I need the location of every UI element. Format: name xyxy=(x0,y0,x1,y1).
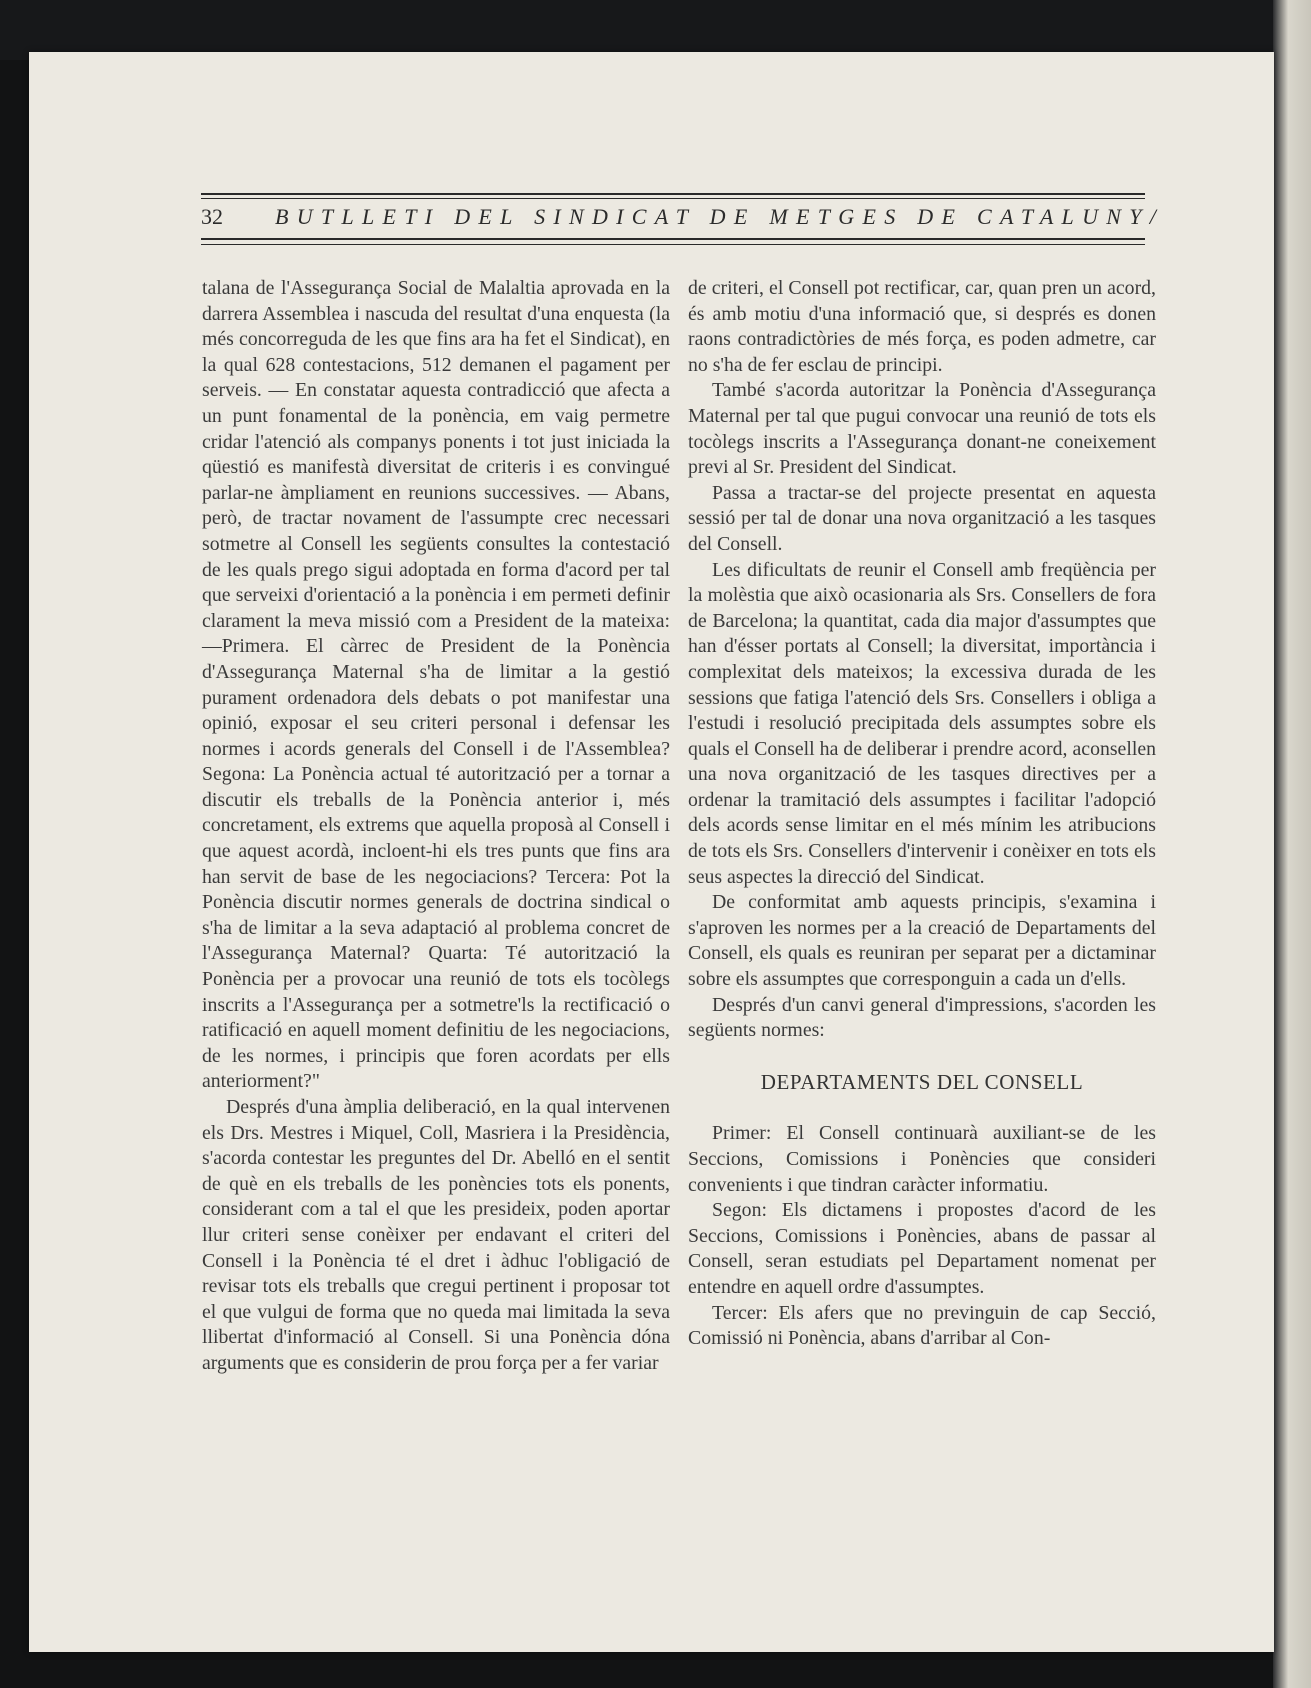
paragraph: Passa a tractar-se del projecte presentat en aquesta sessió per tal de donar una nova organització a les tasques del Consell. xyxy=(688,481,1156,555)
right-column xyxy=(688,276,1156,1352)
paragraph: Després d'una àmplia deliberació, en la qual intervenen els Drs. Mestres i Miquel, Coll, Masriera i la Presidència, s'acorda contestar les preguntes del Dr. Abelló en el sentit de què en els treballs de les ponències tots els ponents, considerant com a tal el que les presideix, poden aportar llur criteri sense conèixer per endavant el criteri del Consell i la Ponència té el dret i àdhuc l'obligació de revisar tots els treballs que cregui pertinent i proposar tot el que vulgui de forma que no queda mai limitada la seva llibertat d'informació al Consell. Si una Ponència dóna arguments que es considerin de prou força per a fer variar xyxy=(202,1096,670,1374)
paragraph: de criteri, el Consell pot rectificar, car, quan pren un acord, és amb motiu d'una informació que, si després es donen raons contradictòries de més força, es poden admetre, car no s'ha de fer esclau de principi. xyxy=(688,277,1156,376)
page-number: 32 xyxy=(201,204,223,229)
scan-next-page-edge xyxy=(1273,0,1311,1688)
header-rule-top xyxy=(201,193,1145,195)
header-rule-bottom xyxy=(201,238,1145,240)
scan-background-top xyxy=(0,0,1311,60)
left-column xyxy=(202,276,670,1377)
header-rule-bottom-thin xyxy=(201,244,1145,245)
paragraph: Després d'un canvi general d'impressions, s'acorden les següents normes: xyxy=(688,993,1156,1042)
paragraph: De conformitat amb aquests principis, s'examina i s'aproven les normes per a la creació de Departaments del Consell, els quals es reuniran per separat per a dictaminar sobre els assumptes que corresponguin a cada un d'ells. xyxy=(688,891,1156,991)
paragraph: També s'acorda autoritzar la Ponència d'Assegurança Maternal per tal que pugui convocar una reunió de tots els tocòlegs inscrits a l'Assegurança donant-ne coneixement previ al Sr. President del Sindicat. xyxy=(688,379,1156,479)
paragraph: Primer: El Consell continuarà auxiliant-se de les Seccions, Comissions i Ponències que consideri convenients i que tindran caràcter informatiu. xyxy=(688,1122,1156,1196)
header-rule-top-thin xyxy=(201,198,1145,199)
section-heading: DEPARTAMENTS DEL CONSELL xyxy=(760,1069,1084,1094)
paragraph: Les dificultats de reunir el Consell amb freqüència per la molèstia que això ocasionaria als Srs. Consellers de fora de Barcelona; la quantitat, cada dia major d'assumptes que han d'ésser portats al Consell; la diversitat, importància i complexitat dels mateixos; la excessiva durada de les sessions que fatiga l'atenció dels Srs. Consellers i obliga a l'estudi i resolució precipitada dels assumptes sobre els quals el Consell ha de deliberar i prendre acord, aconsellen una nova organització de les tasques directives per a ordenar la tramitació dels assumptes i facilitar l'adopció dels acords sense limitar en el més mínim les atribucions de tots els Srs. Consellers d'intervenir i conèixer en tots els seus aspectes la direcció del Sindicat. xyxy=(688,558,1156,888)
paragraph: Segon: Els dictamens i propostes d'acord de les Seccions, Comissions i Ponències, abans de passar al Consell, seran estudiats pel Departament nomenat per entendre en aquell ordre d'assumptes. xyxy=(688,1199,1156,1298)
document-page xyxy=(29,52,1274,1652)
running-title: BUTLLETI DEL SINDICAT DE METGES DE CATALUNY/ xyxy=(275,204,1165,229)
paragraph: Tercer: Els afers que no previnguin de cap Secció, Comissió ni Ponència, abans d'arribar al Con- xyxy=(688,1301,1156,1350)
paragraph: talana de l'Assegurança Social de Malaltia aprovada en la darrera Assemblea i nascuda del resultat d'una enquesta (la més concorreguda de les que fins ara ha fet el Sindicat), en la qual 628 contestacions, 512 demanen el pagament per serveis. — En constatar aquesta contradicció que afecta a un punt fonamental de la ponència, em vaig permetre cridar l'atenció als companys ponents i tot just iniciada la qüestió es manifestà diversitat de criteris i es convingué parlar-ne àmpliament en reunions successives. — Abans, però, de tractar novament de l'assumpte crec necessari sotmetre al Consell les següents consultes la contestació de les quals prego sigui adoptada en forma d'acord per tal que serveixi d'orientació a la ponència i em permeti definir clarament la meva missió com a President de la mateixa: —Primera. El càrrec de President de la Ponència d'Assegurança Maternal s'ha de limitar a la gestió purament ordenadora dels debats o pot manifestar una opinió, exposar el seu criteri personal i defensar les normes i acords generals del Consell i de l'Assemblea? Segona: La Ponència actual té autorització per a tornar a discutir els treballs de la Ponència anterior i, més concretament, els extrems que aquella proposà al Consell i que aquest acordà, incloent-hi els tres punts que fins ara han servit de base de les negociacions? Tercera: Pot la Ponència discutir normes generals de doctrina sindical o s'ha de limitar a la seva adaptació al problema concret de l'Assegurança Maternal? Quarta: Té autorització la Ponència per a provocar una reunió de tots els tocòlegs inscrits a l'Assegurança per a sotmetre'ls la rectificació o ratificació en aquell moment definitiu de les negociacions, de les normes, i principis que foren acordats per ells anteriorment?" xyxy=(202,277,670,1093)
